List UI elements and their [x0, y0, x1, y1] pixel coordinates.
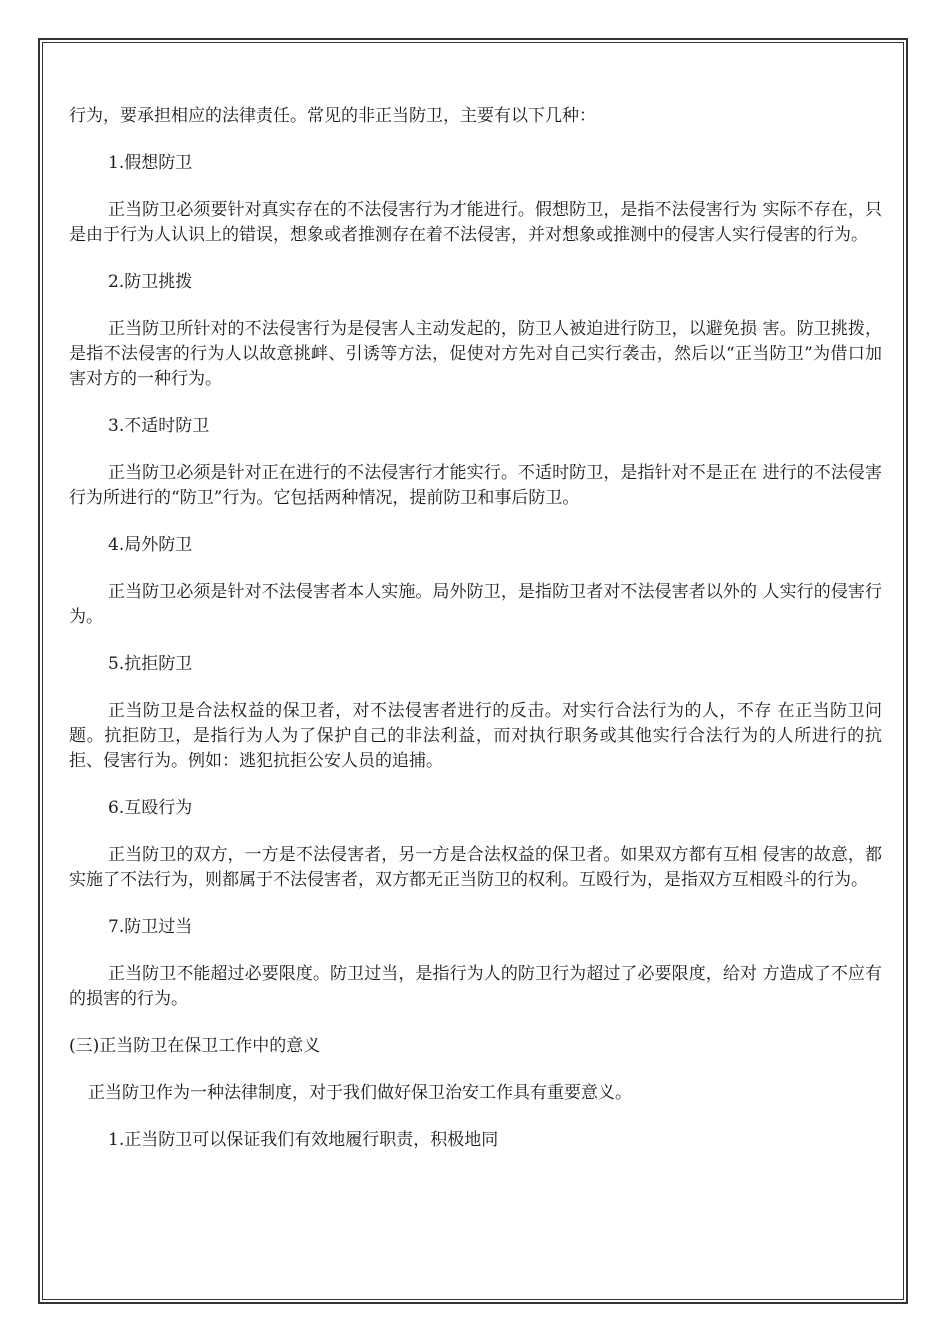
section-title: (三)正当防卫在保卫工作中的意义 [69, 1036, 321, 1056]
item-heading-3: 3.不适时防卫 [108, 416, 210, 436]
item-body-1: 正当防卫必须要针对真实存在的不法侵害行为才能进行。假想防卫，是指不法侵害行为 实际不存在，只是由于行为人认识上的错误，想象或者推测存在着不法侵害，并对想象或推测中的侵害人实行侵害的行为。 [69, 200, 882, 245]
document-body [69, 104, 882, 1153]
section-point-1: 1.正当防卫可以保证我们有效地履行职责，积极地同 [108, 1130, 499, 1150]
item-heading-1: 1.假想防卫 [108, 153, 193, 173]
intro-paragraph: 行为，要承担相应的法律责任。常见的非正当防卫，主要有以下几种： [69, 106, 596, 126]
item-body-2: 正当防卫所针对的不法侵害行为是侵害人主动发起的，防卫人被迫进行防卫，以避免损 害。防卫挑拨，是指不法侵害的行为人以故意挑衅、引诱等方法，促使对方先对自己实行袭击，然后以“正当防卫”为借口加害对方的一种行为。 [69, 319, 882, 389]
item-body-5: 正当防卫是合法权益的保卫者，对不法侵害者进行的反击。对实行合法行为的人，不存 在正当防卫问题。抗拒防卫，是指行为人为了保护自己的非法利益，而对执行职务或其他实行合法行为的人所进行的抗拒、侵害行为。例如：逃犯抗拒公安人员的追捕。 [69, 701, 882, 771]
section-lead: 正当防卫作为一种法律制度，对于我们做好保卫治安工作具有重要意义。 [88, 1083, 632, 1103]
item-body-7: 正当防卫不能超过必要限度。防卫过当，是指行为人的防卫行为超过了必要限度，给对 方造成了不应有的损害的行为。 [69, 964, 882, 1009]
item-heading-4: 4.局外防卫 [108, 535, 193, 555]
item-body-4: 正当防卫必须是针对不法侵害者本人实施。局外防卫，是指防卫者对不法侵害者以外的 人实行的侵害行为。 [69, 582, 882, 627]
item-heading-2: 2.防卫挑拨 [108, 272, 193, 292]
item-body-3: 正当防卫必须是针对正在进行的不法侵害行才能实行。不适时防卫，是指针对不是正在 进行的不法侵害行为所进行的“防卫”行为。它包括两种情况，提前防卫和事后防卫。 [69, 463, 882, 508]
item-heading-6: 6.互殴行为 [108, 798, 193, 818]
item-heading-5: 5.抗拒防卫 [108, 654, 193, 674]
item-body-6: 正当防卫的双方，一方是不法侵害者，另一方是合法权益的保卫者。如果双方都有互相 侵害的故意，都实施了不法行为，则都属于不法侵害者，双方都无正当防卫的权利。互殴行为，是指双方互相殴斗的行为。 [69, 845, 882, 890]
item-heading-7: 7.防卫过当 [108, 917, 193, 937]
